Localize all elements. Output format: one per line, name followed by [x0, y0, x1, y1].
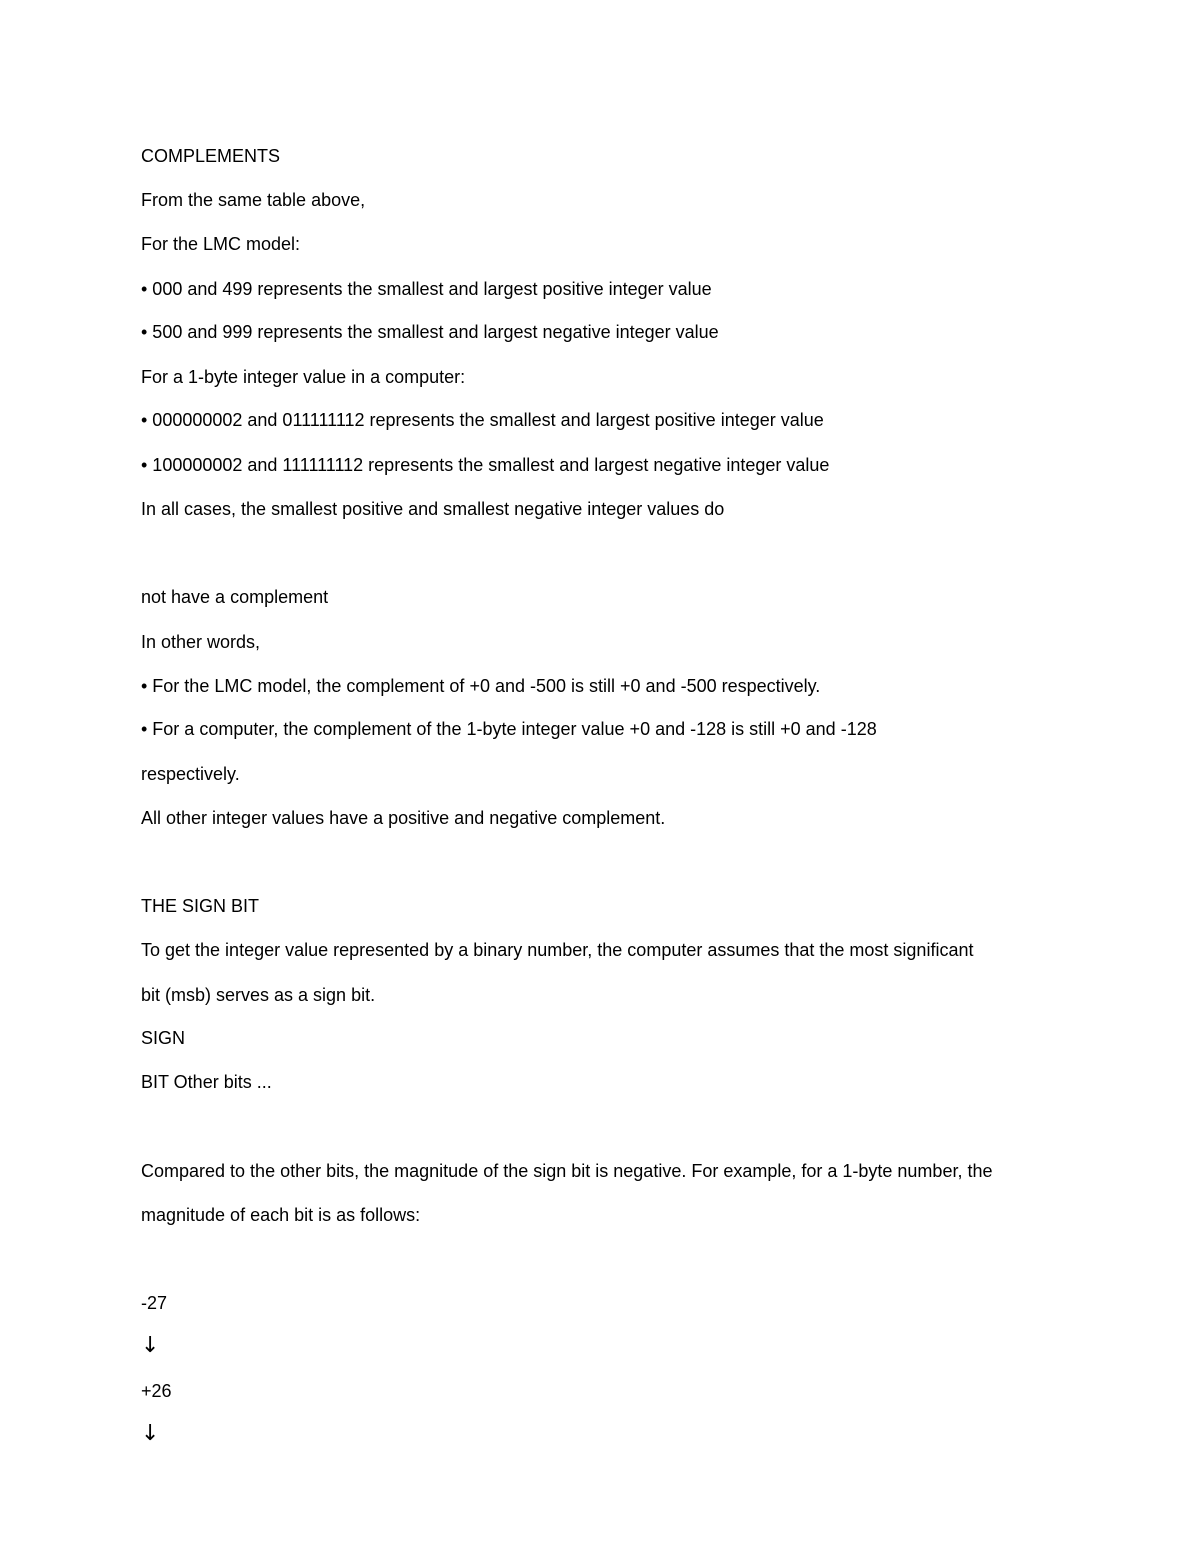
heading-sign-bit: THE SIGN BIT: [141, 896, 260, 916]
paragraph-line: For the LMC model:: [141, 234, 301, 254]
paragraph-line: magnitude of each bit is as follows:: [141, 1205, 421, 1225]
paragraph-line: SIGN: [141, 1028, 186, 1048]
bullet-line: • For the LMC model, the complement of +0 and -500 is still +0 and -500 respectively.: [141, 676, 821, 696]
bullet-line: • 500 and 999 represents the smallest and largest negative integer value: [141, 322, 719, 342]
paragraph-line: bit (msb) serves as a sign bit.: [141, 985, 376, 1005]
down-arrow-icon: ↓: [141, 1333, 160, 1358]
bit-magnitude-label: +26: [141, 1381, 172, 1401]
bullet-line: • For a computer, the complement of the 1-byte integer value +0 and -128 is still +0 and -128: [141, 719, 877, 739]
paragraph-line: In other words,: [141, 632, 261, 652]
paragraph-line: All other integer values have a positive and negative complement.: [141, 808, 666, 828]
bit-magnitude-label: -27: [141, 1293, 168, 1313]
paragraph-line: BIT Other bits ...: [141, 1072, 272, 1092]
bullet-line: • 000000002 and 011111112 represents the smallest and largest positive integer value: [141, 410, 824, 430]
paragraph-line: From the same table above,: [141, 190, 366, 210]
heading-complements: COMPLEMENTS: [141, 146, 281, 166]
paragraph-line: To get the integer value represented by a binary number, the computer assumes that the most significant: [141, 940, 974, 960]
paragraph-line: not have a complement: [141, 587, 329, 607]
bullet-line: • 000 and 499 represents the smallest and largest positive integer value: [141, 279, 712, 299]
paragraph-line: For a 1-byte integer value in a computer:: [141, 367, 466, 387]
paragraph-line: respectively.: [141, 764, 240, 784]
bullet-line: • 100000002 and 111111112 represents the smallest and largest negative integer value: [141, 455, 830, 475]
paragraph-line: Compared to the other bits, the magnitude of the sign bit is negative. For example, for a 1-byte number, the: [141, 1161, 993, 1181]
down-arrow-icon: ↓: [141, 1421, 160, 1446]
paragraph-line: In all cases, the smallest positive and smallest negative integer values do: [141, 499, 725, 519]
